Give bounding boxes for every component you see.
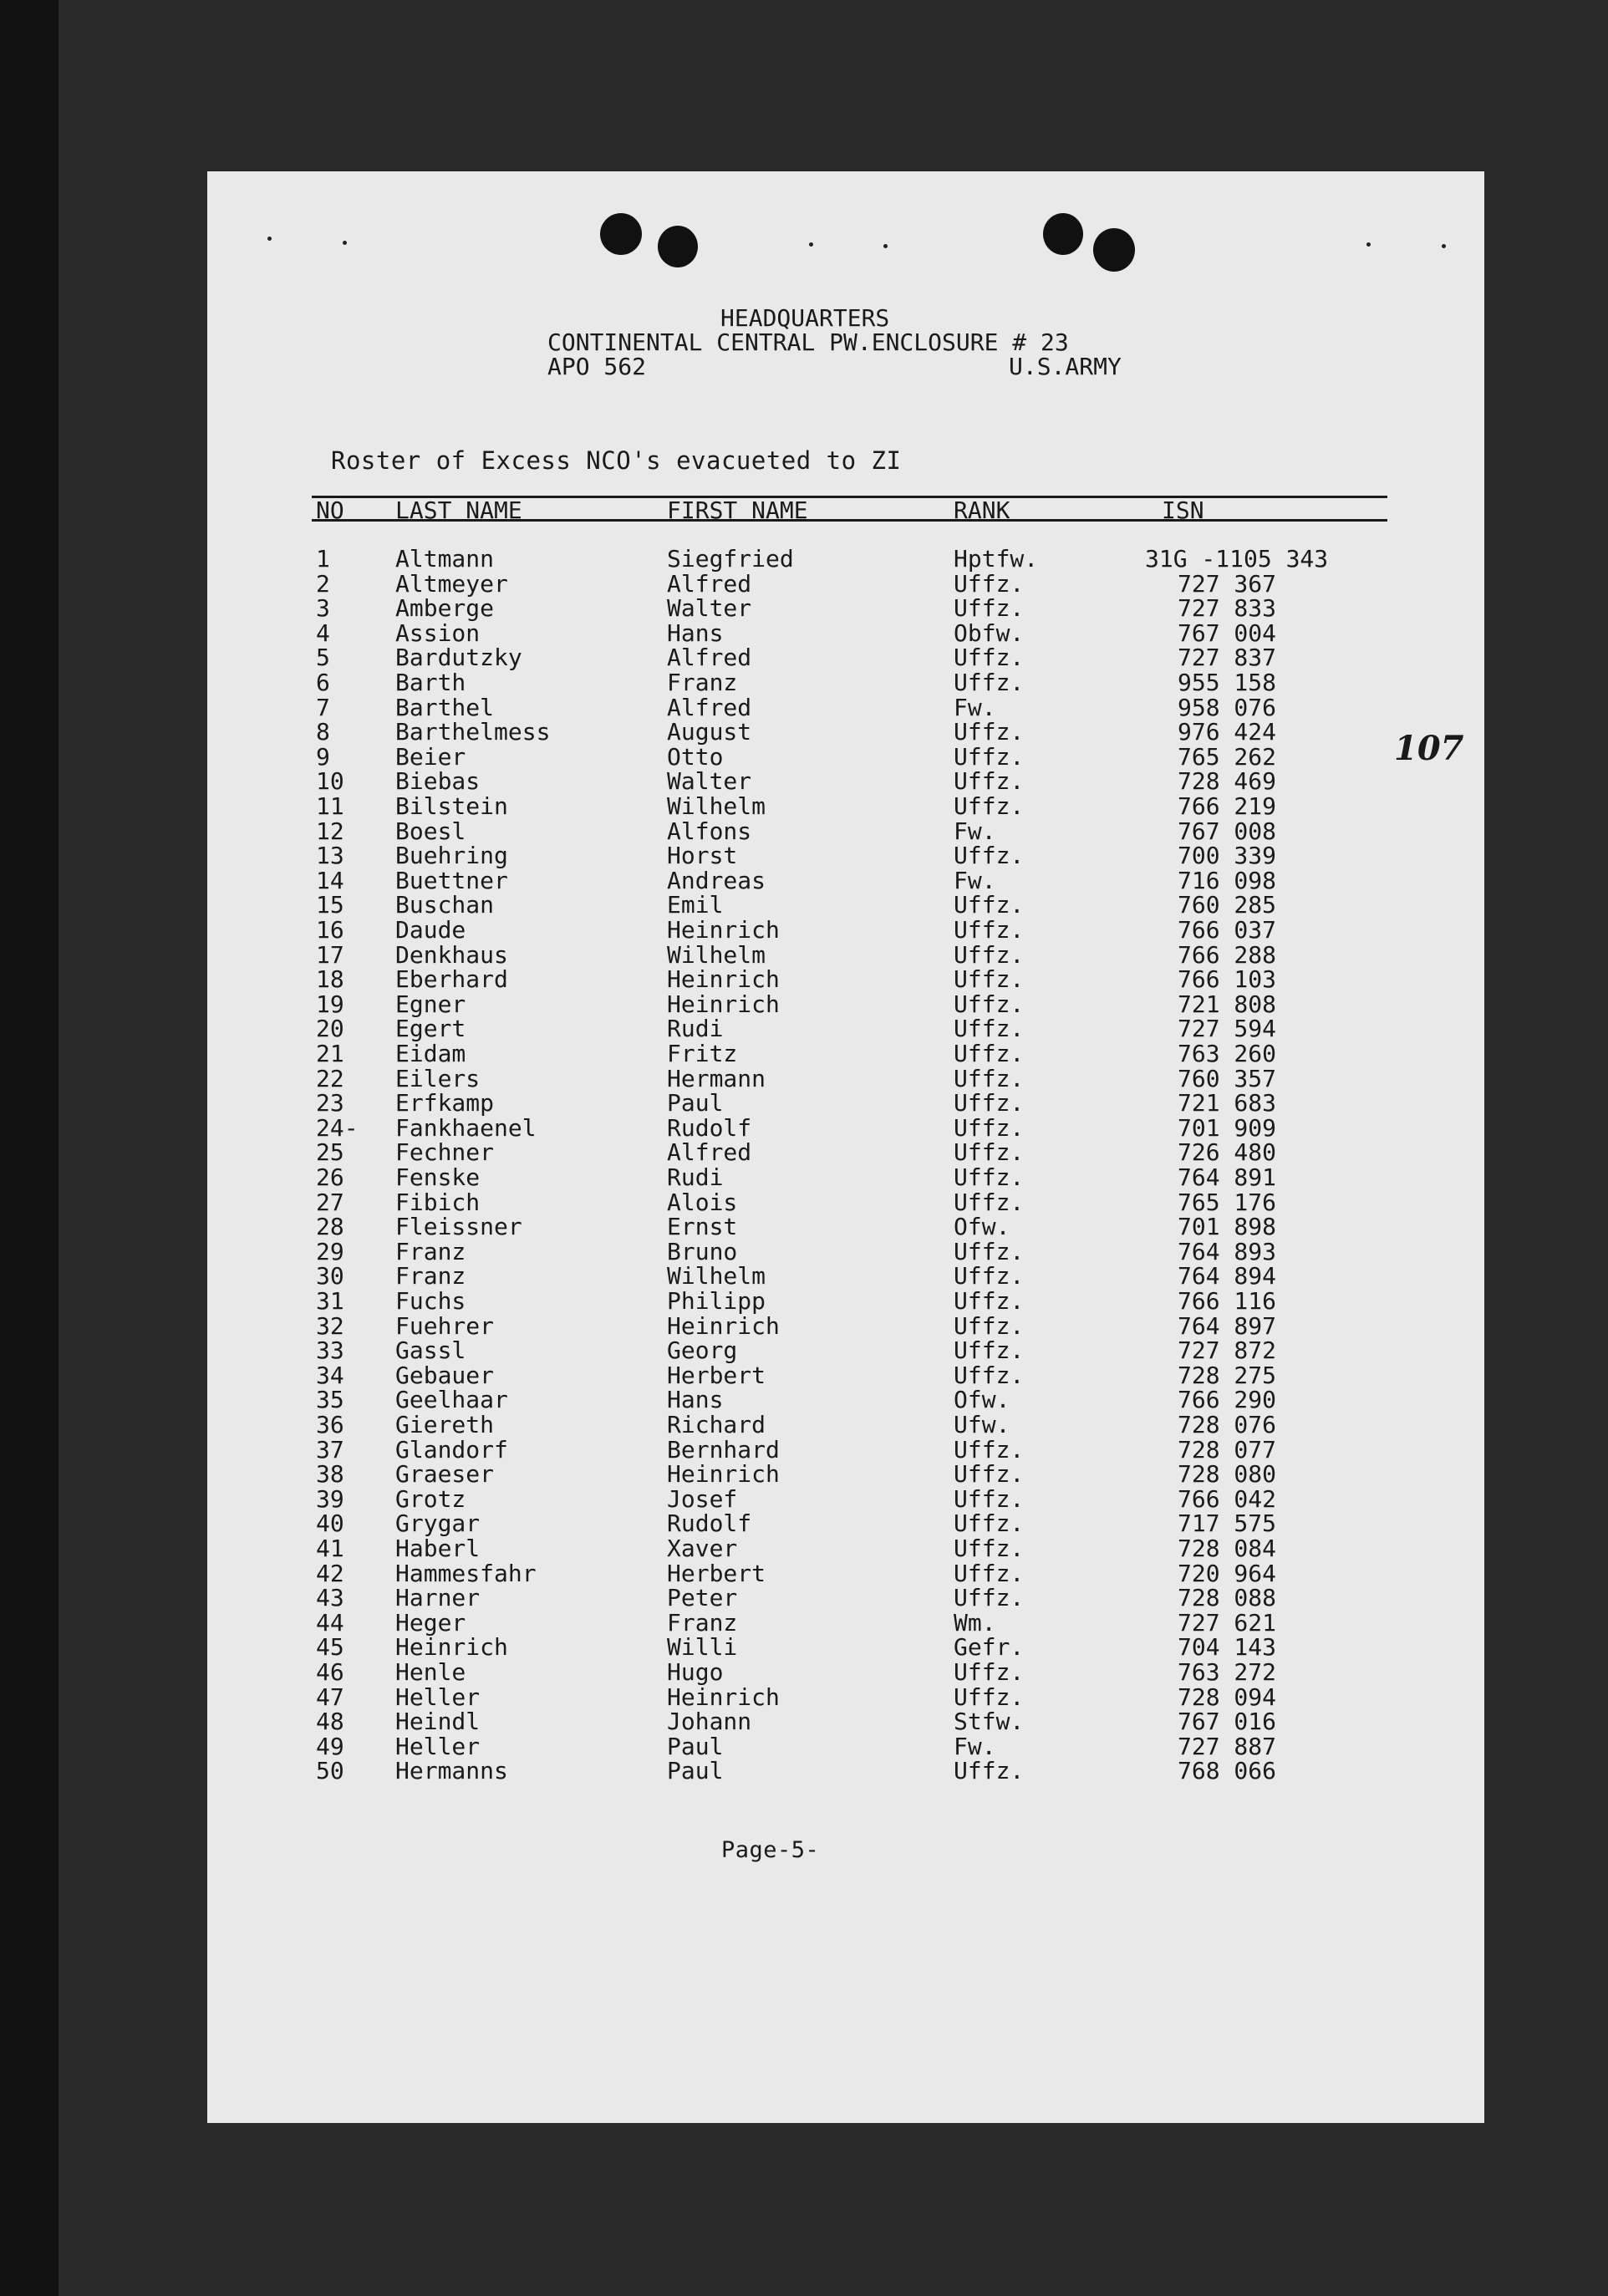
last-name: Hammesfahr bbox=[395, 1559, 537, 1587]
last-name: Buehring bbox=[395, 842, 508, 870]
rank: Uffz. bbox=[954, 891, 1025, 919]
row-number: 42 bbox=[316, 1559, 344, 1587]
speck bbox=[883, 244, 888, 248]
last-name: Eberhard bbox=[395, 965, 508, 994]
rank: Uffz. bbox=[954, 1683, 1025, 1711]
rank: Uffz. bbox=[954, 1535, 1025, 1562]
last-name: Buschan bbox=[395, 891, 495, 919]
rank: Uffz. bbox=[954, 1435, 1025, 1464]
isn: 31G -1105 343 bbox=[1145, 545, 1329, 573]
first-name: Willi bbox=[667, 1633, 738, 1662]
isn: 721 683 bbox=[1177, 1089, 1276, 1117]
last-name: Fenske bbox=[395, 1163, 481, 1191]
isn: 727 837 bbox=[1177, 644, 1276, 672]
rank: Uffz. bbox=[954, 718, 1025, 746]
last-name: Eidam bbox=[395, 1040, 466, 1067]
row-number: 32 bbox=[316, 1311, 344, 1340]
first-name: Hans bbox=[667, 619, 724, 647]
isn: 766 116 bbox=[1177, 1287, 1276, 1315]
row-number: 34 bbox=[316, 1361, 344, 1389]
first-name: Hans bbox=[667, 1386, 724, 1414]
row-number: 37 bbox=[316, 1435, 344, 1464]
rank: Uffz. bbox=[954, 792, 1025, 820]
isn: 764 897 bbox=[1177, 1311, 1276, 1340]
row-number: 33 bbox=[316, 1336, 344, 1365]
first-name: Ernst bbox=[667, 1213, 738, 1241]
row-number: 48 bbox=[316, 1708, 344, 1736]
rank: Uffz. bbox=[954, 1509, 1025, 1538]
first-name: Horst bbox=[667, 842, 738, 870]
isn: 704 143 bbox=[1177, 1633, 1276, 1662]
last-name: Gassl bbox=[395, 1336, 466, 1365]
column-header-rank: RANK bbox=[954, 496, 1010, 524]
rank: Fw. bbox=[954, 1732, 996, 1760]
rank: Uffz. bbox=[954, 742, 1025, 771]
row-number: 38 bbox=[316, 1460, 344, 1489]
header-apo: APO 562 bbox=[547, 353, 647, 380]
row-number: 12 bbox=[316, 817, 344, 845]
isn: 728 076 bbox=[1177, 1411, 1276, 1438]
row-number: 17 bbox=[316, 940, 344, 969]
last-name: Fuchs bbox=[395, 1287, 466, 1315]
isn: 727 621 bbox=[1177, 1608, 1276, 1637]
row-number: 18 bbox=[316, 965, 344, 994]
row-number: 31 bbox=[316, 1287, 344, 1315]
last-name: Heger bbox=[395, 1608, 466, 1637]
last-name: Hermanns bbox=[395, 1757, 508, 1785]
row-number: 49 bbox=[316, 1732, 344, 1760]
rank: Uffz. bbox=[954, 1460, 1025, 1489]
last-name: Boesl bbox=[395, 817, 466, 845]
isn: 958 076 bbox=[1177, 693, 1276, 721]
first-name: Wilhelm bbox=[667, 792, 766, 820]
row-number: 3 bbox=[316, 594, 330, 623]
isn: 726 480 bbox=[1177, 1138, 1276, 1167]
last-name: Giereth bbox=[395, 1411, 495, 1438]
row-number: 21 bbox=[316, 1040, 344, 1067]
row-number: 9 bbox=[316, 742, 330, 771]
rank: Uffz. bbox=[954, 1138, 1025, 1167]
row-number: 7 bbox=[316, 693, 330, 721]
first-name: Johann bbox=[667, 1708, 752, 1736]
last-name: Altmeyer bbox=[395, 569, 508, 598]
first-name: Heinrich bbox=[667, 916, 780, 944]
column-header-last-name: LAST NAME bbox=[395, 496, 522, 524]
last-name: Harner bbox=[395, 1584, 481, 1612]
rank: Ofw. bbox=[954, 1213, 1010, 1241]
first-name: Rudi bbox=[667, 1163, 724, 1191]
isn: 765 176 bbox=[1177, 1188, 1276, 1216]
first-name: Alfred bbox=[667, 569, 752, 598]
first-name: Herbert bbox=[667, 1559, 766, 1587]
row-number: 8 bbox=[316, 718, 330, 746]
row-number: 1 bbox=[316, 545, 330, 573]
rank: Uffz. bbox=[954, 916, 1025, 944]
side-page-number: 107 bbox=[1394, 729, 1464, 768]
isn: 760 357 bbox=[1177, 1064, 1276, 1092]
isn: 763 272 bbox=[1177, 1658, 1276, 1686]
first-name: Andreas bbox=[667, 866, 766, 894]
rank: Uffz. bbox=[954, 1311, 1025, 1340]
rank: Uffz. bbox=[954, 1064, 1025, 1092]
row-number: 6 bbox=[316, 669, 330, 696]
first-name: Rudolf bbox=[667, 1509, 752, 1538]
row-number: 28 bbox=[316, 1213, 344, 1241]
isn: 766 037 bbox=[1177, 916, 1276, 944]
last-name: Grotz bbox=[395, 1484, 466, 1513]
header-line2: CONTINENTAL CENTRAL PW.ENCLOSURE # 23 bbox=[547, 328, 1069, 356]
last-name: Fuehrer bbox=[395, 1311, 495, 1340]
row-number: 2 bbox=[316, 569, 330, 598]
last-name: Denkhaus bbox=[395, 940, 508, 969]
rank: Ufw. bbox=[954, 1411, 1010, 1438]
isn: 701 909 bbox=[1177, 1113, 1276, 1142]
row-number: 16 bbox=[316, 916, 344, 944]
isn: 727 833 bbox=[1177, 594, 1276, 623]
rank: Uffz. bbox=[954, 1658, 1025, 1686]
last-name: Fankhaenel bbox=[395, 1113, 537, 1142]
page-number: Page-5- bbox=[721, 1837, 820, 1863]
speck bbox=[1366, 242, 1371, 247]
isn: 766 103 bbox=[1177, 965, 1276, 994]
punch-hole bbox=[1093, 228, 1135, 272]
roster-title: Roster of Excess NCO's evacueted to ZI bbox=[331, 446, 902, 475]
row-number: 23 bbox=[316, 1089, 344, 1117]
first-name: Heinrich bbox=[667, 1460, 780, 1489]
rank: Wm. bbox=[954, 1608, 996, 1637]
rank: Uffz. bbox=[954, 1584, 1025, 1612]
rank: Obfw. bbox=[954, 619, 1025, 647]
last-name: Franz bbox=[395, 1262, 466, 1291]
first-name: Philipp bbox=[667, 1287, 766, 1315]
isn: 727 887 bbox=[1177, 1732, 1276, 1760]
rank: Fw. bbox=[954, 693, 996, 721]
first-name: Paul bbox=[667, 1757, 724, 1785]
first-name: Rudi bbox=[667, 1015, 724, 1043]
last-name: Bilstein bbox=[395, 792, 508, 820]
row-number: 40 bbox=[316, 1509, 344, 1538]
first-name: Richard bbox=[667, 1411, 766, 1438]
row-number: 35 bbox=[316, 1386, 344, 1414]
last-name: Heller bbox=[395, 1732, 481, 1760]
rank: Ofw. bbox=[954, 1386, 1010, 1414]
punch-hole bbox=[658, 226, 698, 267]
rank: Uffz. bbox=[954, 1757, 1025, 1785]
first-name: August bbox=[667, 718, 752, 746]
first-name: Hermann bbox=[667, 1064, 766, 1092]
row-number: 10 bbox=[316, 767, 344, 796]
isn: 700 339 bbox=[1177, 842, 1276, 870]
rank: Uffz. bbox=[954, 669, 1025, 696]
speck bbox=[809, 242, 813, 247]
last-name: Heinrich bbox=[395, 1633, 508, 1662]
last-name: Altmann bbox=[395, 545, 495, 573]
isn: 766 042 bbox=[1177, 1484, 1276, 1513]
last-name: Franz bbox=[395, 1237, 466, 1265]
rank: Uffz. bbox=[954, 1040, 1025, 1067]
isn: 728 088 bbox=[1177, 1584, 1276, 1612]
isn: 727 594 bbox=[1177, 1015, 1276, 1043]
last-name: Erfkamp bbox=[395, 1089, 495, 1117]
first-name: Wilhelm bbox=[667, 1262, 766, 1291]
first-name: Walter bbox=[667, 767, 752, 796]
rank: Uffz. bbox=[954, 1262, 1025, 1291]
isn: 955 158 bbox=[1177, 669, 1276, 696]
header-army: U.S.ARMY bbox=[1009, 353, 1122, 380]
isn: 716 098 bbox=[1177, 866, 1276, 894]
isn: 727 872 bbox=[1177, 1336, 1276, 1365]
rank: Uffz. bbox=[954, 940, 1025, 969]
last-name: Egner bbox=[395, 990, 466, 1018]
isn: 766 219 bbox=[1177, 792, 1276, 820]
isn: 767 016 bbox=[1177, 1708, 1276, 1736]
isn: 717 575 bbox=[1177, 1509, 1276, 1538]
last-name: Bardutzky bbox=[395, 644, 522, 672]
rank: Uffz. bbox=[954, 1559, 1025, 1587]
rank: Hptfw. bbox=[954, 545, 1039, 573]
row-number: 13 bbox=[316, 842, 344, 870]
last-name: Barthel bbox=[395, 693, 495, 721]
first-name: Bruno bbox=[667, 1237, 738, 1265]
first-name: Bernhard bbox=[667, 1435, 780, 1464]
row-number: 19 bbox=[316, 990, 344, 1018]
first-name: Wilhelm bbox=[667, 940, 766, 969]
first-name: Alfred bbox=[667, 693, 752, 721]
first-name: Alfred bbox=[667, 1138, 752, 1167]
isn: 763 260 bbox=[1177, 1040, 1276, 1067]
last-name: Barth bbox=[395, 669, 466, 696]
row-number: 41 bbox=[316, 1535, 344, 1562]
last-name: Barthelmess bbox=[395, 718, 551, 746]
row-number: 11 bbox=[316, 792, 344, 820]
row-number: 24- bbox=[316, 1113, 359, 1142]
first-name: Siegfried bbox=[667, 545, 794, 573]
row-number: 15 bbox=[316, 891, 344, 919]
speck bbox=[1442, 244, 1446, 248]
row-number: 27 bbox=[316, 1188, 344, 1216]
last-name: Biebas bbox=[395, 767, 481, 796]
speck bbox=[343, 241, 347, 245]
first-name: Paul bbox=[667, 1089, 724, 1117]
first-name: Herbert bbox=[667, 1361, 766, 1389]
header-line1: HEADQUARTERS bbox=[720, 304, 890, 332]
first-name: Josef bbox=[667, 1484, 738, 1513]
rank: Uffz. bbox=[954, 965, 1025, 994]
row-number: 5 bbox=[316, 644, 330, 672]
rank: Uffz. bbox=[954, 767, 1025, 796]
last-name: Beier bbox=[395, 742, 466, 771]
rank: Uffz. bbox=[954, 990, 1025, 1018]
first-name: Heinrich bbox=[667, 990, 780, 1018]
row-number: 14 bbox=[316, 866, 344, 894]
first-name: Alfred bbox=[667, 644, 752, 672]
rank: Fw. bbox=[954, 817, 996, 845]
row-number: 29 bbox=[316, 1237, 344, 1265]
rank: Uffz. bbox=[954, 594, 1025, 623]
last-name: Geelhaar bbox=[395, 1386, 508, 1414]
isn: 720 964 bbox=[1177, 1559, 1276, 1587]
last-name: Assion bbox=[395, 619, 481, 647]
last-name: Eilers bbox=[395, 1064, 481, 1092]
rank: Uffz. bbox=[954, 1237, 1025, 1265]
rank: Uffz. bbox=[954, 1484, 1025, 1513]
last-name: Egert bbox=[395, 1015, 466, 1043]
rank: Uffz. bbox=[954, 569, 1025, 598]
scan-border bbox=[0, 0, 59, 2296]
first-name: Fritz bbox=[667, 1040, 738, 1067]
column-header-first-name: FIRST NAME bbox=[667, 496, 808, 524]
first-name: Heinrich bbox=[667, 1683, 780, 1711]
rank: Uffz. bbox=[954, 1163, 1025, 1191]
isn: 721 808 bbox=[1177, 990, 1276, 1018]
first-name: Heinrich bbox=[667, 1311, 780, 1340]
punch-hole bbox=[1043, 213, 1083, 255]
last-name: Fechner bbox=[395, 1138, 495, 1167]
row-number: 47 bbox=[316, 1683, 344, 1711]
rank: Uffz. bbox=[954, 1287, 1025, 1315]
last-name: Amberge bbox=[395, 594, 495, 623]
first-name: Xaver bbox=[667, 1535, 738, 1562]
last-name: Henle bbox=[395, 1658, 466, 1686]
row-number: 20 bbox=[316, 1015, 344, 1043]
rank: Uffz. bbox=[954, 1188, 1025, 1216]
isn: 728 077 bbox=[1177, 1435, 1276, 1464]
last-name: Haberl bbox=[395, 1535, 481, 1562]
punch-hole bbox=[600, 213, 642, 255]
isn: 728 080 bbox=[1177, 1460, 1276, 1489]
isn: 767 004 bbox=[1177, 619, 1276, 647]
first-name: Heinrich bbox=[667, 965, 780, 994]
row-number: 50 bbox=[316, 1757, 344, 1785]
row-number: 39 bbox=[316, 1484, 344, 1513]
isn: 727 367 bbox=[1177, 569, 1276, 598]
row-number: 4 bbox=[316, 619, 330, 647]
isn: 764 893 bbox=[1177, 1237, 1276, 1265]
last-name: Glandorf bbox=[395, 1435, 508, 1464]
speck bbox=[267, 237, 272, 241]
rank: Uffz. bbox=[954, 1361, 1025, 1389]
first-name: Otto bbox=[667, 742, 724, 771]
first-name: Franz bbox=[667, 1608, 738, 1637]
first-name: Rudolf bbox=[667, 1113, 752, 1142]
rank: Stfw. bbox=[954, 1708, 1025, 1736]
first-name: Franz bbox=[667, 669, 738, 696]
column-header-no: NO bbox=[316, 496, 344, 524]
last-name: Grygar bbox=[395, 1509, 481, 1538]
isn: 766 290 bbox=[1177, 1386, 1276, 1414]
first-name: Alois bbox=[667, 1188, 738, 1216]
isn: 764 894 bbox=[1177, 1262, 1276, 1291]
row-number: 45 bbox=[316, 1633, 344, 1662]
rank: Uffz. bbox=[954, 1113, 1025, 1142]
row-number: 25 bbox=[316, 1138, 344, 1167]
row-number: 26 bbox=[316, 1163, 344, 1191]
isn: 764 891 bbox=[1177, 1163, 1276, 1191]
last-name: Fleissner bbox=[395, 1213, 522, 1241]
row-number: 36 bbox=[316, 1411, 344, 1438]
last-name: Fibich bbox=[395, 1188, 481, 1216]
rank: Uffz. bbox=[954, 842, 1025, 870]
row-number: 43 bbox=[316, 1584, 344, 1612]
last-name: Heller bbox=[395, 1683, 481, 1711]
isn: 976 424 bbox=[1177, 718, 1276, 746]
isn: 728 084 bbox=[1177, 1535, 1276, 1562]
first-name: Hugo bbox=[667, 1658, 724, 1686]
first-name: Walter bbox=[667, 594, 752, 623]
isn: 728 094 bbox=[1177, 1683, 1276, 1711]
rank: Uffz. bbox=[954, 1089, 1025, 1117]
first-name: Emil bbox=[667, 891, 724, 919]
rank: Uffz. bbox=[954, 1015, 1025, 1043]
isn: 701 898 bbox=[1177, 1213, 1276, 1241]
isn: 728 469 bbox=[1177, 767, 1276, 796]
last-name: Gebauer bbox=[395, 1361, 495, 1389]
isn: 760 285 bbox=[1177, 891, 1276, 919]
last-name: Buettner bbox=[395, 866, 508, 894]
isn: 768 066 bbox=[1177, 1757, 1276, 1785]
rank: Fw. bbox=[954, 866, 996, 894]
row-number: 22 bbox=[316, 1064, 344, 1092]
isn: 765 262 bbox=[1177, 742, 1276, 771]
row-number: 30 bbox=[316, 1262, 344, 1291]
last-name: Daude bbox=[395, 916, 466, 944]
isn: 728 275 bbox=[1177, 1361, 1276, 1389]
first-name: Paul bbox=[667, 1732, 724, 1760]
isn: 767 008 bbox=[1177, 817, 1276, 845]
isn: 766 288 bbox=[1177, 940, 1276, 969]
last-name: Heindl bbox=[395, 1708, 481, 1736]
rank: Uffz. bbox=[954, 644, 1025, 672]
first-name: Peter bbox=[667, 1584, 738, 1612]
row-number: 44 bbox=[316, 1608, 344, 1637]
first-name: Georg bbox=[667, 1336, 738, 1365]
row-number: 46 bbox=[316, 1658, 344, 1686]
column-header-isn: ISN bbox=[1162, 496, 1204, 524]
first-name: Alfons bbox=[667, 817, 752, 845]
last-name: Graeser bbox=[395, 1460, 495, 1489]
rank: Uffz. bbox=[954, 1336, 1025, 1365]
rank: Gefr. bbox=[954, 1633, 1025, 1662]
